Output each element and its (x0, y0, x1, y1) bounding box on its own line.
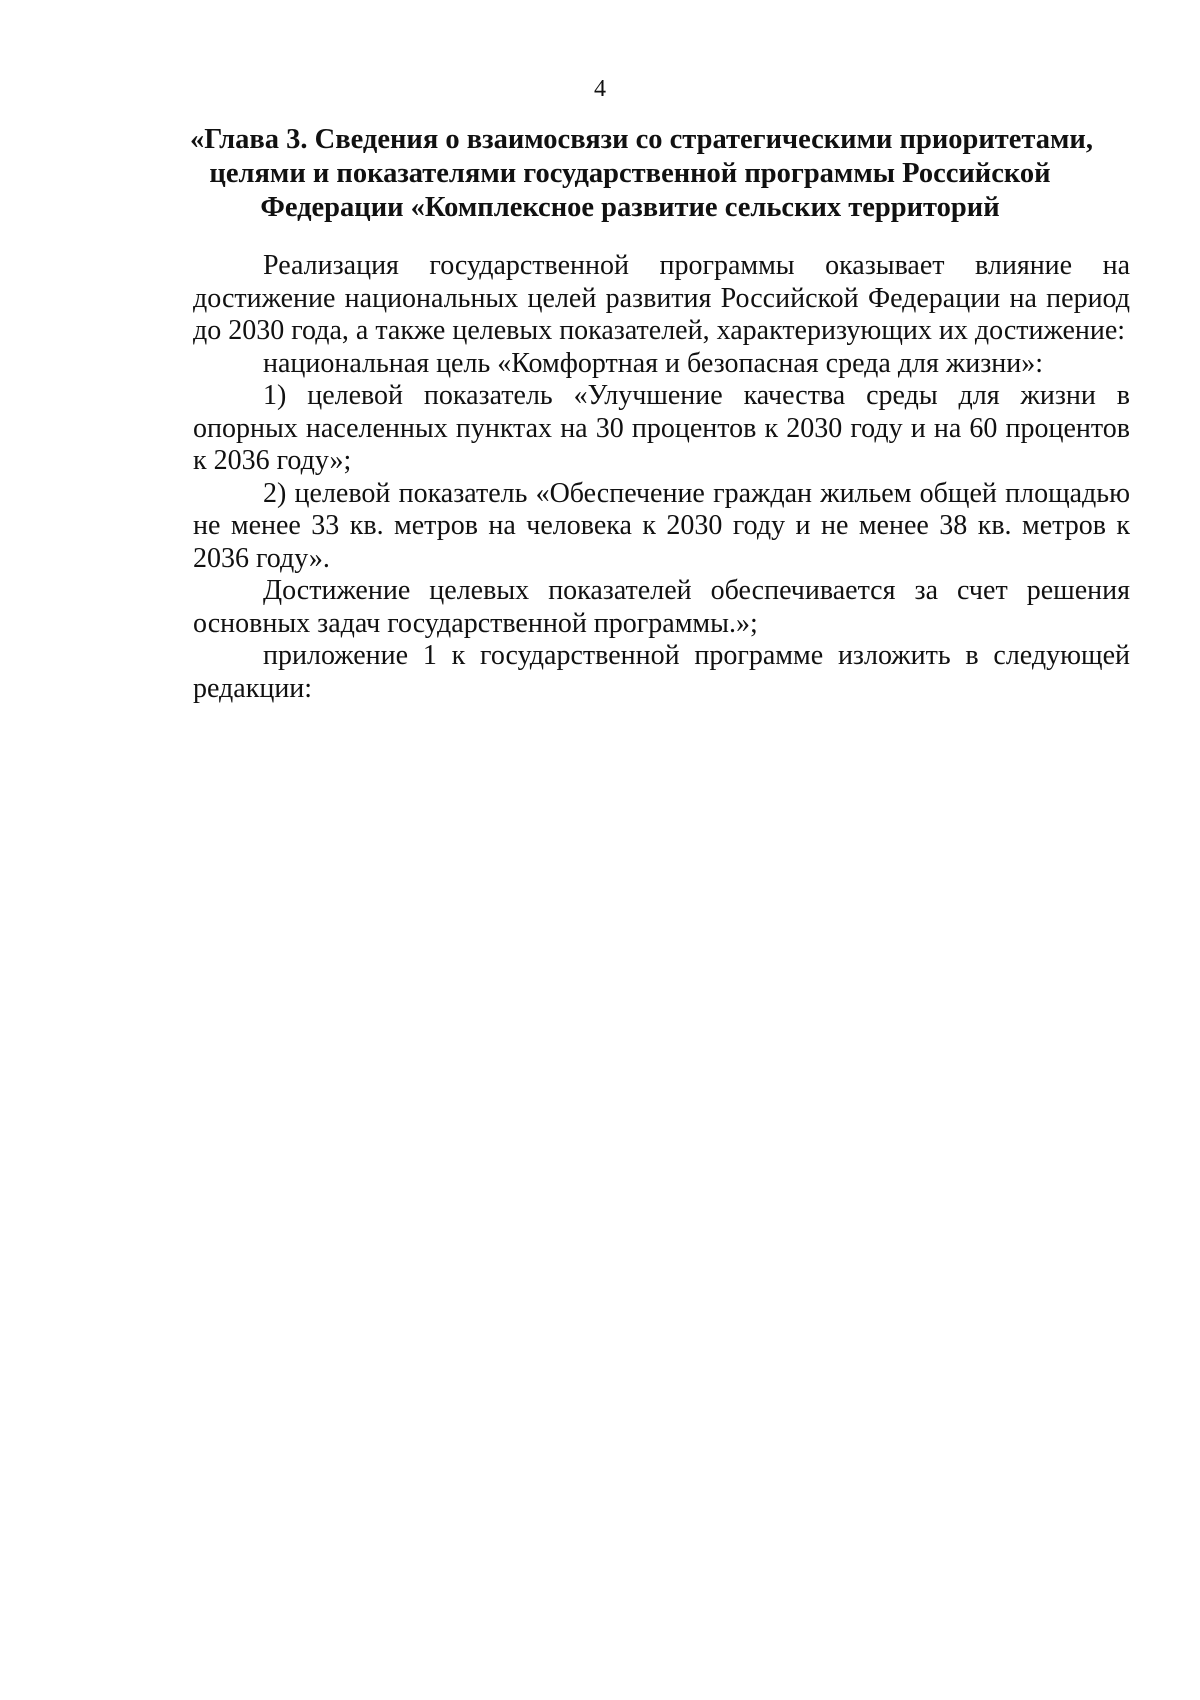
paragraph-target-indicator-2: 2) целевой показатель «Обеспечение граждан жильем общей площадью не менее 33 кв. метров на человека к 2030 году и не менее 38 кв. метров к 2036 году». (193, 477, 1130, 574)
chapter-heading (190, 123, 1093, 225)
heading-line: Федерации «Комплексное развитие сельских территорий (260, 192, 1000, 223)
body-text (193, 250, 1130, 705)
paragraph-target-indicator-1: 1) целевой показатель «Улучшение качества среды для жизни в опорных населенных пунктах на 30 процентов к 2030 году и на 60 процентов к 2036 году»; (193, 380, 1130, 476)
paragraph-achievement: Достижение целевых показателей обеспечивается за счет решения основных задач государственной программы.»; (193, 575, 1130, 639)
paragraph-implementation: Реализация государственной программы оказывает влияние на достижение национальных целей развития Российской Федерации на период до 2030 года, а также целевых показателей, характеризующих их достижение: (193, 250, 1130, 346)
paragraph-appendix: приложение 1 к государственной программе изложить в следующей редакции: (193, 640, 1130, 704)
heading-line: «Глава 3. Сведения о взаимосвязи со стратегическими приоритетами, (190, 124, 1093, 155)
page-number: 4 (594, 76, 606, 102)
heading-line: целями и показателями государственной программы Российской (209, 158, 1051, 189)
paragraph-national-goal: национальная цель «Комфортная и безопасная среда для жизни»: (263, 347, 1044, 379)
